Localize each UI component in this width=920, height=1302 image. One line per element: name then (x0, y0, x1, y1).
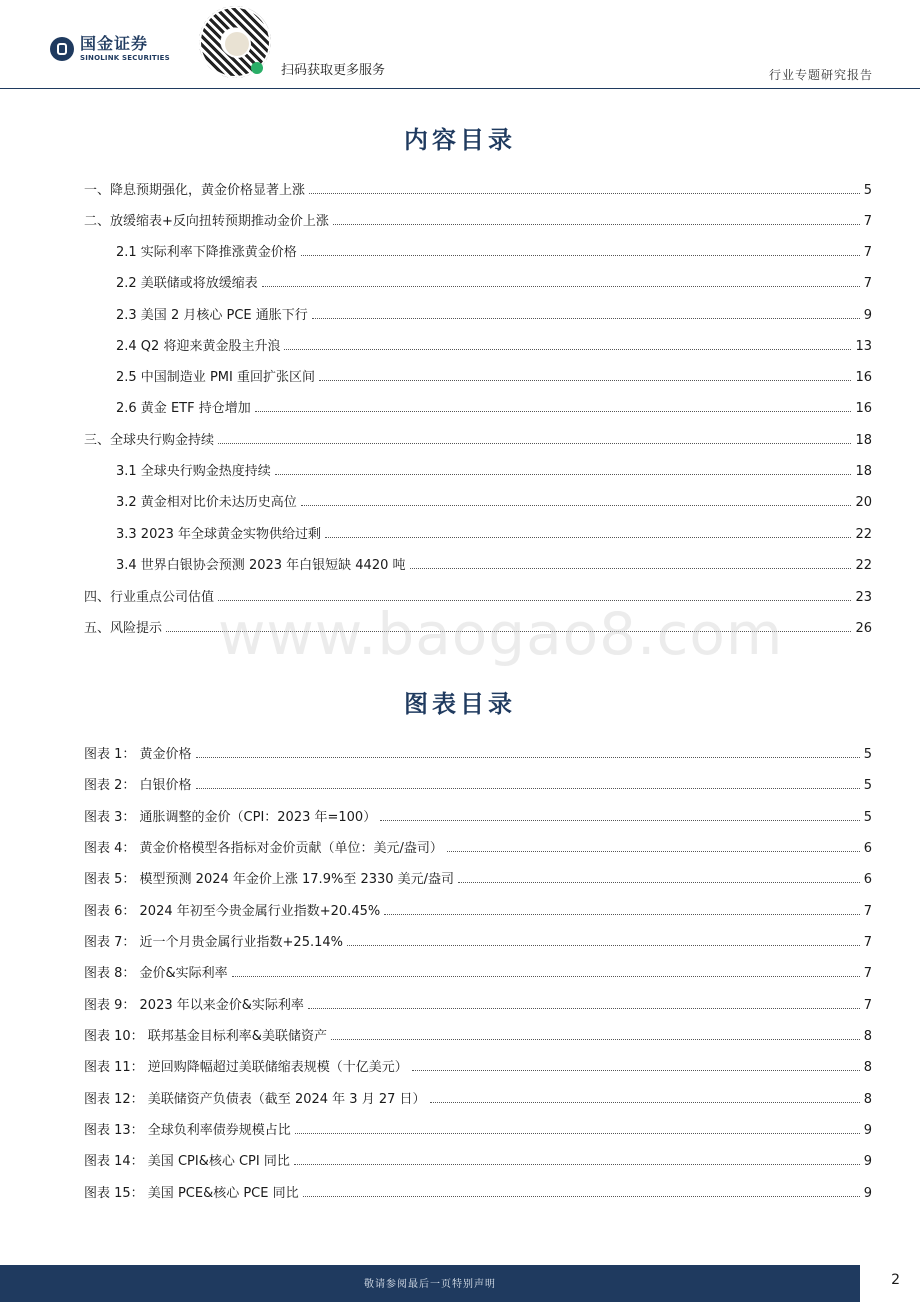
toc-entry-label: 3.4 世界白银协会预测 2023 年白银短缺 4420 吨 (116, 558, 406, 573)
figure-entry-label: 图表 11： 逆回购降幅超过美联储缩表规模（十亿美元） (84, 1060, 408, 1075)
logo-name-cn: 国金证券 (80, 34, 149, 53)
toc-entry[interactable] (116, 304, 872, 322)
dot-leader (196, 787, 860, 789)
figure-entry-page: 9 (863, 1186, 872, 1201)
qr-code-icon[interactable] (199, 6, 271, 78)
figure-entry-label: 图表 15： 美国 PCE&核心 PCE 同比 (84, 1186, 299, 1201)
figure-entry-label: 图表 13： 全球负利率债券规模占比 (84, 1123, 291, 1138)
figure-entry[interactable] (84, 868, 872, 886)
scan-prompt: 扫码获取更多服务 (281, 63, 386, 78)
toc-entry-page: 7 (863, 245, 872, 260)
toc-entry-label: 一、降息预期强化，黄金价格显著上涨 (84, 183, 306, 198)
logo-mark-icon (50, 37, 74, 61)
dot-leader (309, 192, 860, 194)
dot-leader (410, 567, 852, 569)
toc-entry[interactable] (116, 491, 872, 509)
figure-entry-label: 图表 9： 2023 年以来金价&实际利率 (84, 998, 304, 1013)
toc-entry-label: 2.1 实际利率下降推涨黄金价格 (116, 245, 297, 260)
figure-entry-page: 8 (863, 1029, 872, 1044)
figure-entry[interactable] (84, 774, 872, 792)
toc-entry[interactable] (116, 460, 872, 478)
dot-leader (325, 536, 851, 538)
figure-entry[interactable] (84, 1025, 872, 1043)
toc-entry-page: 18 (855, 464, 872, 479)
toc-entry-label: 2.6 黄金 ETF 持仓增加 (116, 401, 251, 416)
figure-entry-page: 7 (863, 966, 872, 981)
figure-entry[interactable] (84, 1088, 872, 1106)
toc-entry-label: 2.3 美国 2 月核心 PCE 通胀下行 (116, 308, 308, 323)
toc-entry[interactable] (116, 397, 872, 415)
figures-title: 图表目录 (404, 689, 516, 718)
toc-entry-page: 5 (863, 183, 872, 198)
toc-entry-page: 16 (855, 370, 872, 385)
dot-leader (255, 410, 852, 412)
toc-entry[interactable] (116, 554, 872, 572)
dot-leader (284, 348, 851, 350)
toc-entry-page: 13 (855, 339, 872, 354)
figure-entry-label: 图表 3： 通胀调整的金价（CPI：2023 年=100） (84, 810, 377, 825)
toc-entry[interactable] (116, 241, 872, 259)
figure-entry-page: 5 (863, 810, 872, 825)
dot-leader (384, 913, 860, 915)
figure-entry[interactable] (84, 931, 872, 949)
figure-entry[interactable] (84, 743, 872, 761)
toc-entry-label: 四、行业重点公司估值 (84, 590, 215, 605)
report-type-label: 行业专题研究报告 (768, 68, 873, 82)
figure-entry-label: 图表 2： 白银价格 (84, 778, 192, 793)
toc-entry-page: 7 (863, 214, 872, 229)
footer-disclaimer: 敬请参阅最后一页特别声明 (364, 1279, 496, 1290)
dot-leader (262, 285, 860, 287)
dot-leader (218, 442, 851, 444)
figure-entry[interactable] (84, 1056, 872, 1074)
mini-program-icon (251, 62, 263, 74)
dot-leader (232, 975, 860, 977)
figure-entry-label: 图表 7： 近一个月贵金属行业指数+25.14% (84, 935, 343, 950)
figure-entry-page: 8 (863, 1060, 872, 1075)
toc-entry[interactable] (84, 210, 872, 228)
toc-entry[interactable] (116, 523, 872, 541)
dot-leader (301, 504, 852, 506)
figure-entry-label: 图表 8： 金价&实际利率 (84, 966, 228, 981)
dot-leader (294, 1163, 860, 1165)
figure-entry[interactable] (84, 806, 872, 824)
toc-entry-label: 2.2 美联储或将放缓缩表 (116, 276, 258, 291)
toc-entry-label: 二、放缓缩表+反向扭转预期推动金价上涨 (84, 214, 329, 229)
figure-entry-label: 图表 6： 2024 年初至今贵金属行业指数+20.45% (84, 904, 381, 919)
watermark: www.baogao8.com (218, 600, 784, 668)
figure-entry-page: 6 (863, 872, 872, 887)
dot-leader (275, 473, 852, 475)
figure-entry[interactable] (84, 1119, 872, 1137)
figure-entry[interactable] (84, 837, 872, 855)
figure-entry-page: 8 (863, 1092, 872, 1107)
toc-entry[interactable] (84, 429, 872, 447)
figure-entry-page: 9 (863, 1154, 872, 1169)
toc-entry-label: 2.5 中国制造业 PMI 重回扩张区间 (116, 370, 315, 385)
header-divider (0, 88, 920, 89)
figure-entry[interactable] (84, 962, 872, 980)
dot-leader (447, 850, 860, 852)
figure-entry-page: 9 (863, 1123, 872, 1138)
figure-entry-page: 7 (863, 998, 872, 1013)
dot-leader (331, 1038, 860, 1040)
figure-entry-page: 7 (863, 935, 872, 950)
toc-entry-page: 22 (855, 558, 872, 573)
figure-entry[interactable] (84, 1182, 872, 1200)
figure-entry-label: 图表 4： 黄金价格模型各指标对金价贡献（单位：美元/盎司） (84, 841, 443, 856)
dot-leader (295, 1132, 860, 1134)
figure-entry[interactable] (84, 900, 872, 918)
page-number: 2 (891, 1272, 900, 1288)
dot-leader (196, 756, 860, 758)
figure-entry-label: 图表 5： 模型预测 2024 年金价上涨 17.9%至 2330 美元/盎司 (84, 872, 455, 887)
figure-entry[interactable] (84, 994, 872, 1012)
toc-entry-page: 18 (855, 433, 872, 448)
figure-entry-label: 图表 14： 美国 CPI&核心 CPI 同比 (84, 1154, 290, 1169)
toc-entry-page: 9 (863, 308, 872, 323)
toc-entry[interactable] (116, 366, 872, 384)
figure-entry-label: 图表 10： 联邦基金目标利率&美联储资产 (84, 1029, 327, 1044)
company-logo (50, 36, 170, 62)
dot-leader (303, 1195, 860, 1197)
figure-entry[interactable] (84, 1150, 872, 1168)
page-header (0, 0, 920, 88)
figure-entry-page: 7 (863, 904, 872, 919)
toc-entry-label: 三、全球央行购金持续 (84, 433, 215, 448)
toc-entry-label: 3.3 2023 年全球黄金实物供给过剩 (116, 527, 322, 542)
toc-entry-label: 2.4 Q2 将迎来黄金股主升浪 (116, 339, 281, 354)
dot-leader (301, 254, 860, 256)
toc-title: 内容目录 (404, 125, 516, 154)
dot-leader (430, 1101, 860, 1103)
dot-leader (333, 223, 860, 225)
figure-entry-page: 5 (863, 778, 872, 793)
toc-entry-page: 23 (855, 590, 872, 605)
dot-leader (308, 1007, 860, 1009)
toc-entry-label: 3.2 黄金相对比价未达历史高位 (116, 495, 297, 510)
toc-entry-page: 26 (855, 621, 872, 636)
figure-entry-label: 图表 1： 黄金价格 (84, 747, 192, 762)
dot-leader (412, 1069, 860, 1071)
toc-entry-label: 五、风险提示 (84, 621, 163, 636)
toc-entry-page: 7 (863, 276, 872, 291)
figure-entry-page: 5 (863, 747, 872, 762)
dot-leader (380, 819, 860, 821)
toc-entry-label: 3.1 全球央行购金热度持续 (116, 464, 271, 479)
figure-entry-label: 图表 12： 美联储资产负债表（截至 2024 年 3 月 27 日） (84, 1092, 426, 1107)
dot-leader (347, 944, 860, 946)
figure-entry-page: 6 (863, 841, 872, 856)
toc-entry-page: 22 (855, 527, 872, 542)
toc-entry-page: 16 (855, 401, 872, 416)
dot-leader (319, 379, 851, 381)
dot-leader (458, 881, 860, 883)
toc-entry[interactable] (116, 335, 872, 353)
qr-center-logo-icon (223, 30, 251, 58)
toc-entry[interactable] (84, 179, 872, 197)
toc-entry[interactable] (116, 272, 872, 290)
toc-entry-page: 20 (855, 495, 872, 510)
logo-name-en: SINOLINK SECURITIES (80, 54, 170, 62)
dot-leader (312, 317, 860, 319)
